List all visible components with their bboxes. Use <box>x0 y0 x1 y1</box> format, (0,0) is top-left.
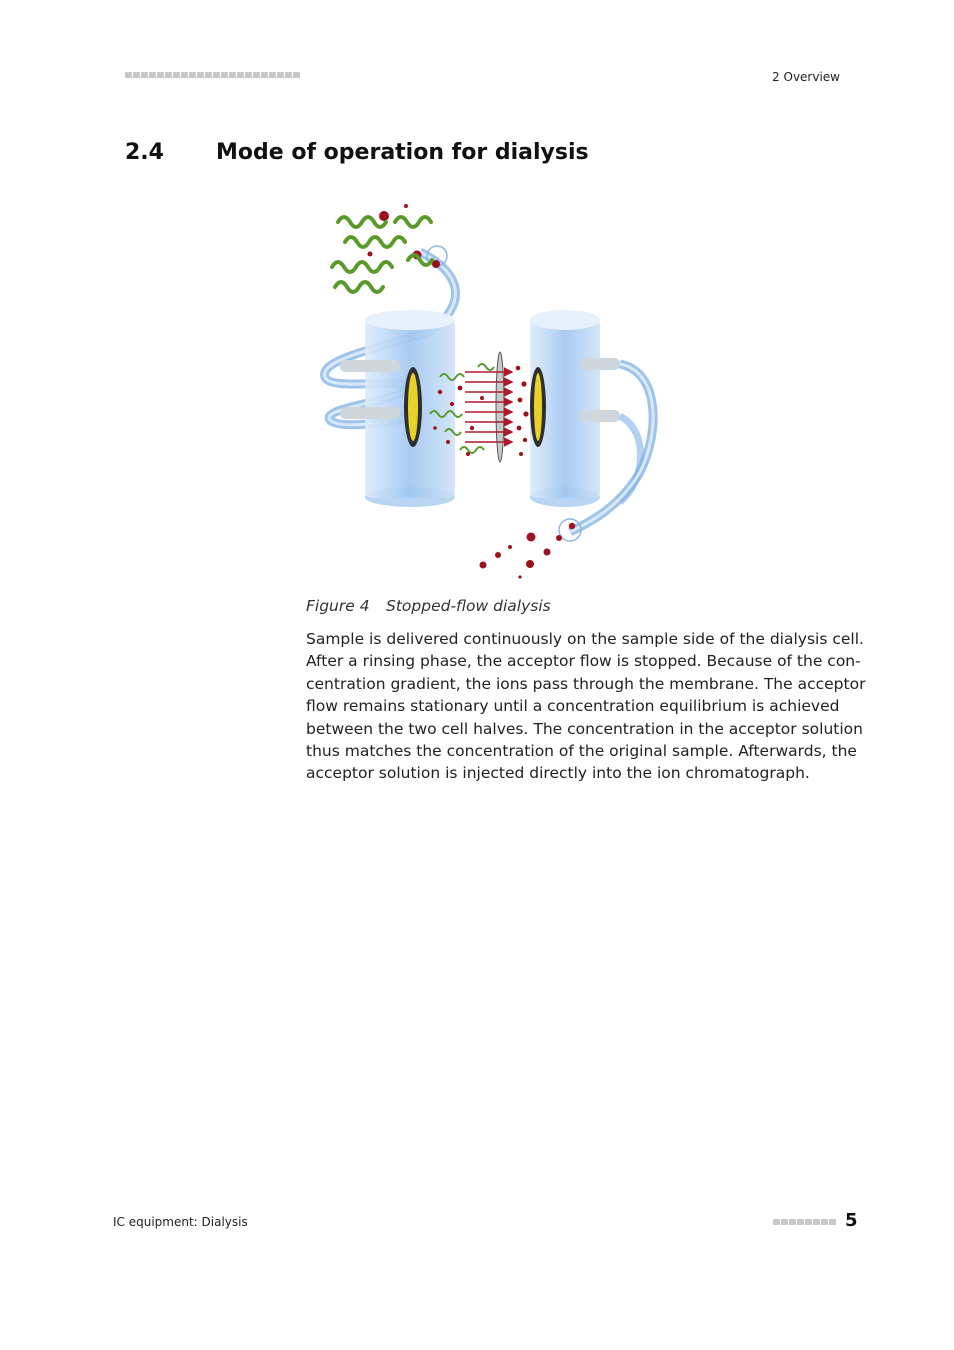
body-line: thus matches the concentration of the original sample. Afterwards, the <box>306 742 857 761</box>
section-title: Mode of operation for dialysis <box>216 140 589 165</box>
figure-caption-text: Stopped-flow dialysis <box>386 597 551 615</box>
body-line: After a rinsing phase, the acceptor flow is stopped. Because of the con- <box>306 652 861 671</box>
body-paragraph <box>306 628 866 785</box>
figure-label: Figure 4 <box>306 597 370 615</box>
protein-cluster <box>332 217 432 292</box>
body-line: centration gradient, the ions pass through the membrane. The acceptor <box>306 674 866 693</box>
figure-caption <box>306 597 551 615</box>
dialysis-cell-illustration <box>300 192 680 587</box>
section-number: 2.4 <box>125 140 164 165</box>
footer-document-title: IC equipment: Dialysis <box>113 1215 248 1229</box>
header-decoration <box>125 72 300 78</box>
body-line: Sample is delivered continuously on the sample side of the dialysis cell. <box>306 630 864 648</box>
body-line: flow remains stationary until a concentration equilibrium is achieved <box>306 697 840 716</box>
footer-decoration <box>773 1219 836 1225</box>
right-cell-half <box>530 310 620 507</box>
body-line: acceptor solution is injected directly into the ion chromatograph. <box>306 764 810 783</box>
body-line: between the two cell halves. The concentration in the acceptor solution <box>306 719 863 738</box>
page-number: 5 <box>845 1210 858 1231</box>
running-header-section: 2 Overview <box>772 70 840 84</box>
left-cell-half <box>340 310 455 507</box>
ion-flow-arrows <box>465 372 512 442</box>
membrane <box>496 352 504 462</box>
